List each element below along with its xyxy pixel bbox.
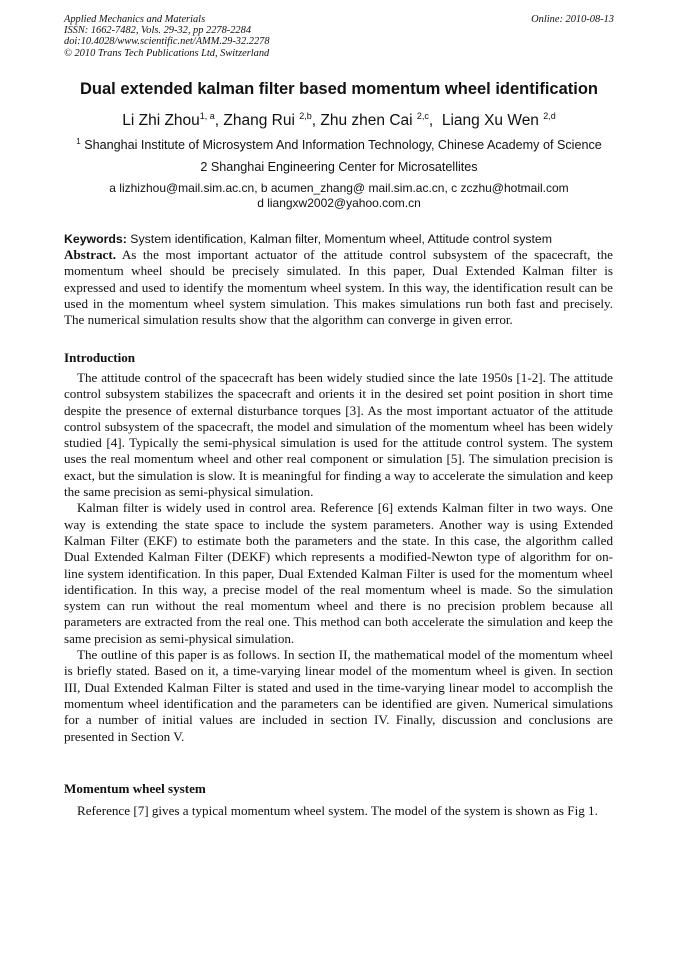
author-list: Li Zhi Zhou$^{1, a}$, Zhang Rui $^{2,b}$, Zhu zhen Cai $^{2,c}$, Liang Xu Wen $^{2,d}$	[122, 111, 556, 130]
abstract-label: Abstract.	[64, 247, 116, 262]
author-sup: 1, a	[199, 111, 215, 121]
section-heading-momentum-wheel: Momentum wheel system	[64, 781, 206, 796]
paragraph: The attitude control of the spacecraft has been widely studied since the late 1950s [1-2]. The attitude control subsystem stabilizes the spacecraft and orients it in the desired set point position in short time despite the presence of external disturbance torques [3]. As the most important actuator of the attitude control subsystem of the spacecraft, the model and simulation of the momentum wheel has been widely studied [4]. Typically the semi-physical simulation is used for the attitude control system. The system uses the real momentum wheel and other real component or simulation [5]. The simulation precision is exact, but the simulation is slow. It is meaningful for finding a way to accelerate the simulation and keep the same precision as semi-physical simulation.	[64, 370, 613, 500]
copyright: © 2010 Trans Tech Publications Ltd, Switzerland	[64, 47, 270, 59]
author-sup: 2,b	[299, 111, 312, 121]
author: Zhu zhen Cai	[320, 112, 413, 130]
affiliation-2: 2 Shanghai Engineering Center for Microsatellites	[200, 160, 478, 174]
keywords-text: System identification, Kalman filter, Momentum wheel, Attitude control system	[130, 232, 552, 246]
keywords-label: Keywords:	[64, 232, 127, 246]
aff-text: Shanghai Institute of Microsystem And Information Technology, Chinese Academy of Science	[84, 138, 602, 153]
paragraph: Kalman filter is widely used in control area. Reference [6] extends Kalman filter in two ways. One way is extending the state space to include the system parameters. Another way is using Extended Kalman Filter (EKF) to estimate both the parameters and the state. In this case, the algorithm called Dual Extended Kalman Filter (DEKF) which represents a modified-Newton type of algorithm for on-line system identification. In this paper, Dual Extended Kalman Filter is used for the momentum wheel identification. In this way, a precise model of the real momentum wheel is made. So the simulation system can run without the real momentum wheel and there is no precision problem because all parameters are extracted from the real one. This method can both accelerate the simulation and keep the same precision as semi-physical simulation.	[64, 500, 613, 646]
email-line: d liangxw2002@yahoo.com.cn	[257, 196, 421, 210]
abstract	[64, 247, 613, 328]
section-heading-introduction: Introduction	[64, 350, 136, 365]
paragraph: The outline of this paper is as follows. In section II, the mathematical model of the momentum wheel is briefly stated. Based on it, a time-varying linear model of the momentum wheel is given. In section III, Dual Extended Kalman Filter is stated and used in the time-varying linear model to accomplish the momentum wheel identification and the parameters can be identified are given. Numerical simulations for a number of initial values are included in section IV. Finally, discussion and conclusions are presented in Section V.	[64, 647, 613, 744]
keywords	[64, 232, 552, 246]
author-sup: 2,c	[416, 111, 429, 121]
journal-header	[64, 14, 270, 59]
author-sup: 2,d	[543, 111, 556, 121]
doi: doi:10.4028/www.scientific.net/AMM.29-32.2278	[64, 36, 270, 48]
author: Li Zhi Zhou	[122, 112, 200, 130]
email-line: a lizhizhou@mail.sim.ac.cn, b acumen_zhang@ mail.sim.ac.cn, c zczhu@hotmail.com	[109, 181, 569, 195]
introduction-body	[64, 370, 613, 745]
issn: ISSN: 1662-7482, Vols. 29-32, pp 2278-2284	[64, 25, 252, 37]
online-date: Online: 2010-08-13	[531, 14, 614, 25]
paper-title: Dual extended kalman filter based momentum wheel identification	[79, 80, 599, 98]
author: Liang Xu Wen	[441, 112, 539, 130]
paragraph: Reference [7] gives a typical momentum wheel system. The model of the system is shown as Fig 1.	[77, 803, 598, 818]
journal-name: Applied Mechanics and Materials	[64, 14, 206, 25]
emails	[40, 181, 638, 211]
aff-sup: 1	[76, 137, 81, 146]
abstract-text: As the most important actuator of the attitude control subsystem of the spacecraft, the momentum wheel should be precisely simulated. In this paper, Dual Extended Kalman filter is expressed and used to identify the momentum wheel system. In this way, the identification result can be used in the momentum wheel system simulation. This makes simulations run both fast and precisely. The numerical simulation results show that the algorithm can converge in given error.	[64, 247, 613, 328]
affiliation-1	[40, 137, 638, 152]
author: Zhang Rui	[223, 112, 295, 130]
